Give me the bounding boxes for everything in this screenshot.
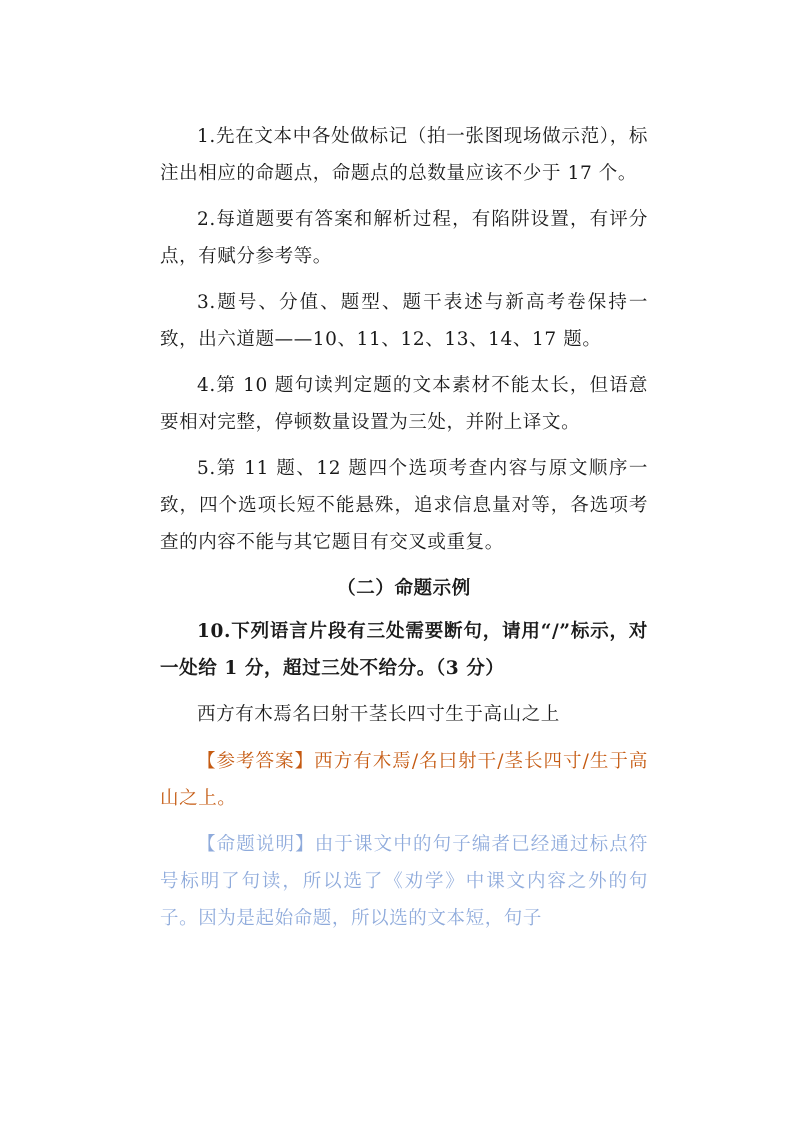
requirement-1: 1.先在文本中各处做标记（拍一张图现场做示范），标注出相应的命题点，命题点的总数量应该不少于 17 个。: [160, 126, 648, 184]
requirement-4: 4.第 10 题句读判定题的文本素材不能太长，但语意要相对完整，停顿数量设置为三处，并附上译文。: [160, 375, 648, 433]
question-explanation: 【命题说明】由于课文中的句子编者已经通过标点符号标明了句读，所以选了《劝学》中课文内容之外的句子。因为是起始命题，所以选的文本短，句子: [160, 834, 648, 929]
requirement-3: 3.题号、分值、题型、题干表述与新高考卷保持一致，出六道题——10、11、12、13、14、17 题。: [160, 292, 648, 350]
reference-answer: 【参考答案】西方有木焉/名曰射干/茎长四寸/生于高山之上。: [160, 751, 648, 809]
section-heading: （二）命题示例: [337, 578, 471, 599]
question-text: 西方有木焉名曰射干茎长四寸生于高山之上: [197, 704, 560, 725]
question-prompt: 10.下列语言片段有三处需要断句，请用“/”标示，对一处给 1 分，超过三处不给分。（3 分）: [160, 621, 648, 679]
document-page: [160, 118, 648, 946]
requirement-5: 5.第 11 题、12 题四个选项考查内容与原文顺序一致，四个选项长短不能悬殊，追求信息量对等，各选项考查的内容不能与其它题目有交叉或重复。: [160, 458, 648, 553]
requirement-2: 2.每道题要有答案和解析过程，有陷阱设置，有评分点，有赋分参考等。: [160, 209, 648, 267]
